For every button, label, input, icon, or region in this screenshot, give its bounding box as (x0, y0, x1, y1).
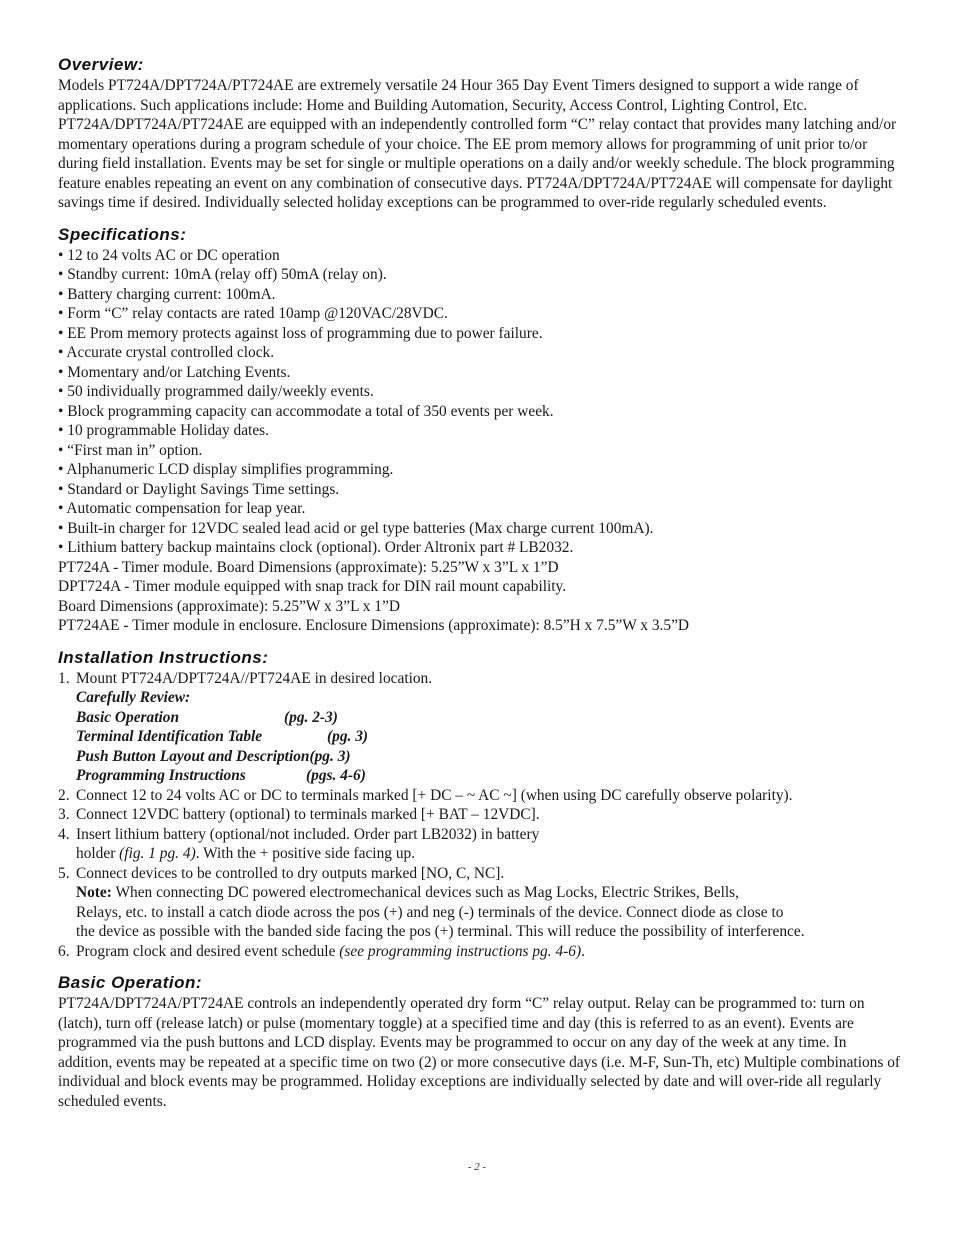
review-title: Carefully Review: (76, 689, 191, 706)
spec-item: • EE Prom memory protects against loss of programming due to power failure. (58, 324, 903, 344)
spec-item: • Block programming capacity can accommodate a total of 350 events per week. (58, 402, 903, 422)
basic-operation-text: PT724A/DPT724A/PT724AE controls an independently operated dry form “C” relay output. Relay can be programmed to: turn on (latch), turn off (release latch) or pulse (momentary toggle) at a specified time and day (this is referred to as an event). Events are programmed via the push buttons and LCD display. Events may be programmed to occur on any day of the week at any time. In addition, events may be repeated at a specific time on two (2) or more consecutive days (i.e. M-F, Sun-Th, etc) Multiple combinations of individual and block events may be programmed. Holiday exceptions are individually selected by date and will over-ride all regularly scheduled events. (58, 995, 901, 1110)
step-number: 4. (58, 825, 70, 843)
step-text: Insert lithium battery (optional/not included. Order part LB2032) in battery (76, 825, 540, 843)
review-item-page: (pg. 3) (327, 728, 369, 745)
spec-item: • Alphanumeric LCD display simplifies programming. (58, 460, 903, 480)
step-text: Connect devices to be controlled to dry outputs marked [NO, C, NC]. (76, 864, 505, 882)
step-number: 5. (58, 864, 70, 882)
overview-heading: Overview: (58, 55, 144, 74)
note-text: the device as possible with the banded side facing the pos (+) terminal. This will reduce the possibility of interference. (76, 923, 805, 940)
manual-page (58, 54, 903, 1111)
install-step-1 (58, 669, 903, 689)
spec-item: • 50 individually programmed daily/weekly events. (58, 382, 903, 402)
review-item-page: (pgs. 4-6) (306, 767, 366, 784)
installation-heading: Installation Instructions: (58, 647, 269, 667)
install-step-6 (58, 942, 903, 962)
specifications-section (58, 224, 903, 636)
figure-reference: (fig. 1 pg. 4) (119, 845, 196, 862)
spec-item: • “First man in” option. (58, 441, 903, 461)
spec-dimension-line: PT724AE - Timer module in enclosure. Enclosure Dimensions (approximate): 8.5”H x 7.5”W x 3.5”D (58, 617, 690, 634)
step-text: Mount PT724A/DPT724A//PT724AE in desired location. (76, 669, 433, 687)
step-text: Connect 12VDC battery (optional) to terminals marked [+ BAT – 12VDC]. (76, 806, 540, 823)
review-item-page: (pg. 2-3) (284, 708, 338, 726)
note (76, 883, 903, 903)
spec-dimension-line: DPT724A - Timer module equipped with snap track for DIN rail mount capability. (58, 578, 567, 595)
spec-item: • Standby current: 10mA (relay off) 50mA (relay on). (58, 265, 903, 285)
review-item-name: Terminal Identification Table (76, 728, 263, 745)
spec-item: • Accurate crystal controlled clock. (58, 343, 903, 363)
install-step-5 (58, 864, 903, 942)
note-label: Note: (76, 884, 112, 901)
spec-item: • Momentary and/or Latching Events. (58, 363, 903, 383)
page-number: - 2 - (467, 1161, 487, 1173)
review-item (76, 747, 903, 767)
spec-item: • 12 to 24 volts AC or DC operation (58, 246, 903, 266)
spec-item: • Standard or Daylight Savings Time settings. (58, 480, 903, 500)
install-step-4 (58, 825, 903, 864)
step-text-cont (76, 844, 903, 864)
install-step-2 (58, 786, 903, 806)
review-item-page: (pg. 3) (309, 747, 351, 765)
step-text: . With the + positive side facing up. (195, 845, 416, 862)
basic-operation-section (58, 972, 903, 1111)
step-text: holder (76, 845, 120, 862)
review-list (58, 688, 903, 786)
overview-section (58, 54, 903, 213)
spec-item: • Lithium battery backup maintains clock (optional). Order Altronix part # LB2032. (58, 538, 903, 558)
spec-dimension-line: PT724A - Timer module. Board Dimensions (approximate): 5.25”W x 3”L x 1”D (58, 558, 559, 576)
spec-item: • Automatic compensation for leap year. (58, 499, 903, 519)
install-step-3 (58, 805, 903, 825)
spec-item: • 10 programmable Holiday dates. (58, 421, 903, 441)
spec-item: • Battery charging current: 100mA. (58, 285, 903, 305)
overview-text: Models PT724A/DPT724A/PT724AE are extremely versatile 24 Hour 365 Day Event Timers designed to support a wide range of applications. Such applications include: Home and Building Automation, Security, Access Control, Lighting Control, Etc. PT724A/DPT724A/PT724AE are equipped with an independently controlled form “C” relay contact that provides many latching and/or momentary operations during a program schedule of your choice. The EE prom memory allows for programming of unit prior to/or during field installation. Events may be set for single or multiple operations on a daily and/or weekly schedule. The block programming feature enables repeating an event on any combination of consecutive days. PT724A/DPT724A/PT724AE will compensate for daylight savings time if desired. Individually selected holiday exceptions can be programmed to over-ride regularly scheduled events. (58, 77, 897, 211)
step-text: Program clock and desired event schedule (76, 942, 340, 960)
step-text: . (581, 942, 585, 960)
spec-item: • Form “C” relay contacts are rated 10amp @120VAC/28VDC. (58, 304, 903, 324)
note-text: When connecting DC powered electromechanical devices such as Mag Locks, Electric Strikes, Bells, (111, 884, 740, 901)
specifications-list (58, 246, 903, 558)
review-item (76, 727, 903, 747)
review-item-name: Push Button Layout and Description (76, 747, 310, 765)
review-item-name: Basic Operation (76, 708, 180, 726)
page-reference: (see programming instructions pg. 4-6) (339, 942, 582, 960)
note-text: Relays, etc. to install a catch diode across the pos (+) and neg (-) terminals of the device. Connect diode as close to (76, 903, 784, 921)
step-text: Connect 12 to 24 volts AC or DC to terminals marked [+ DC – ~ AC ~] (when using DC carefully observe polarity). (76, 786, 793, 804)
step-number: 1. (58, 669, 70, 687)
spec-dimension-line: Board Dimensions (approximate): 5.25”W x 3”L x 1”D (58, 597, 400, 615)
spec-item: • Built-in charger for 12VDC sealed lead acid or gel type batteries (Max charge current 100mA). (58, 519, 903, 539)
review-item (76, 766, 903, 786)
step-number: 3. (58, 806, 70, 823)
installation-section (58, 647, 903, 962)
step-number: 6. (58, 942, 70, 960)
step-number: 2. (58, 786, 70, 804)
basic-operation-heading: Basic Operation: (58, 973, 203, 992)
review-item (76, 708, 903, 728)
review-item-name: Programming Instructions (76, 767, 246, 784)
specifications-heading: Specifications: (58, 224, 187, 244)
